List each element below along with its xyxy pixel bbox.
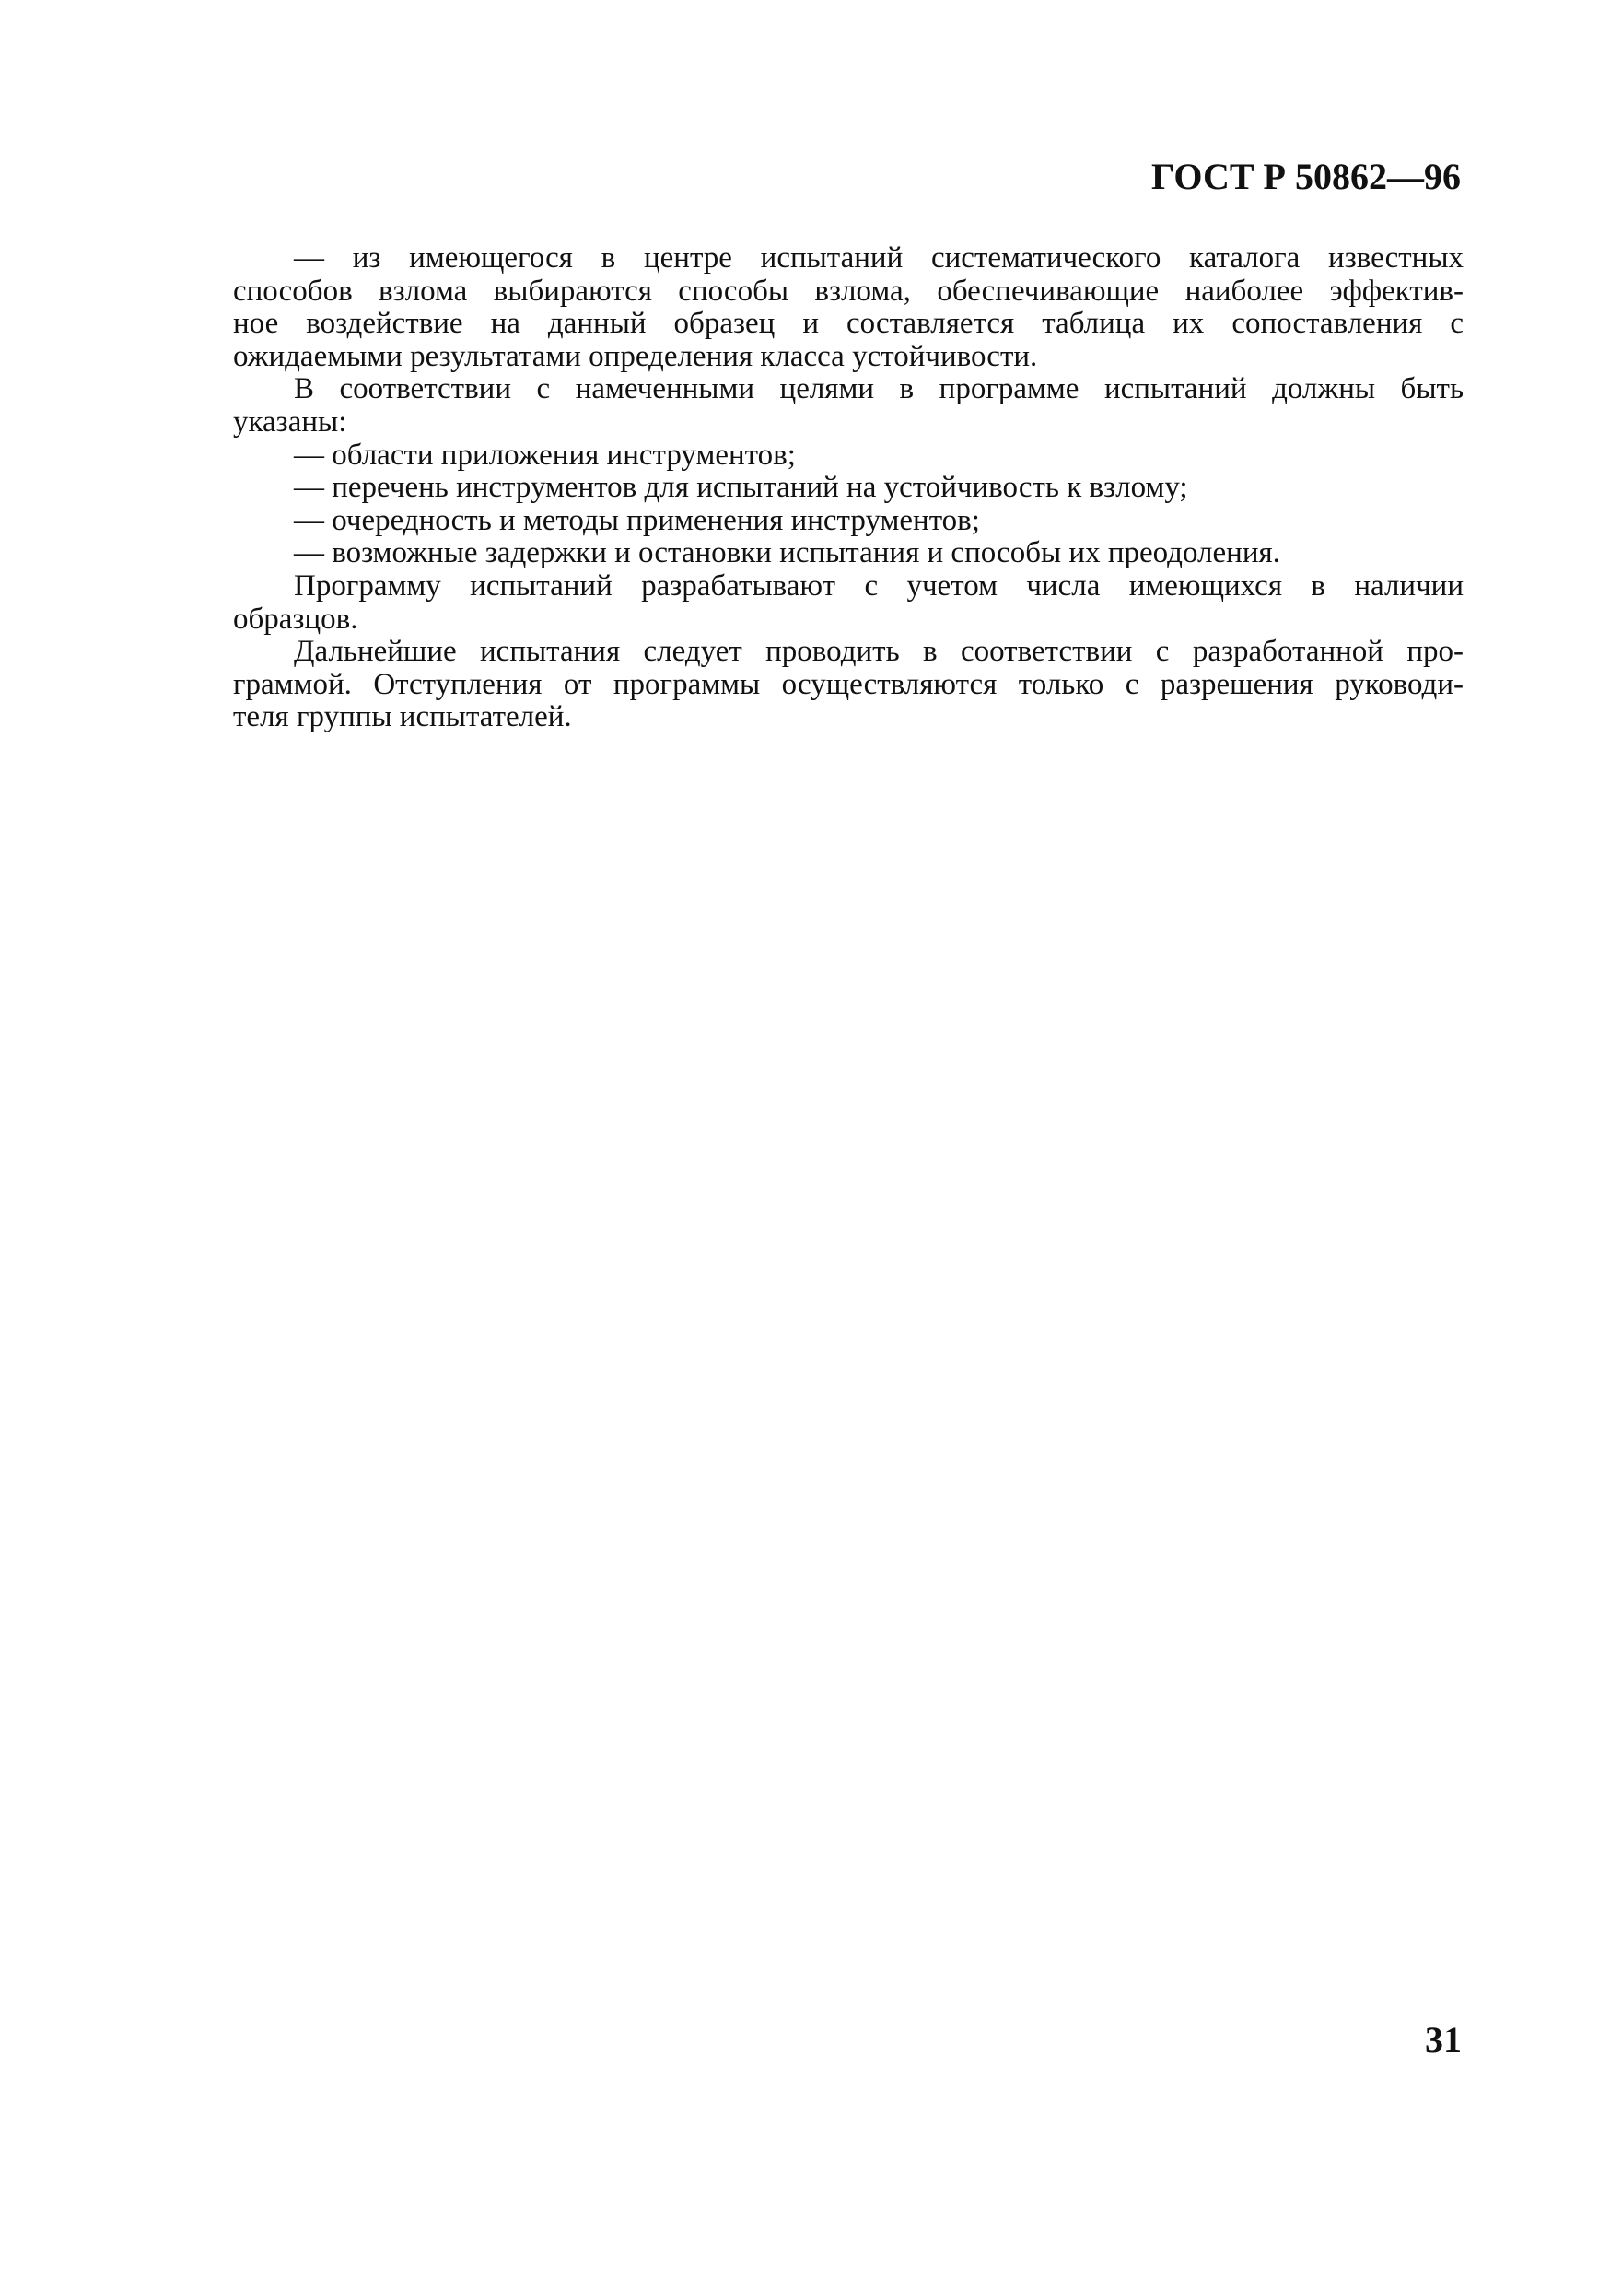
list-item [233, 505, 1464, 538]
text-line: — перечень инструментов для испытаний на устойчивость к взлому; [294, 471, 1188, 505]
paragraph [233, 373, 1464, 439]
text-line: теля группы испытателей. [233, 700, 572, 734]
text-line: ожидаемыми результатами определения класса устойчивости. [233, 339, 1038, 373]
list-item [233, 439, 1464, 473]
body-text [233, 242, 1464, 734]
text-line: В соответствии с намеченными целями в программе испытаний должны быть [294, 372, 1464, 406]
text-line: способов взлома выбираются способы взлома, обеспечивающие наиболее эффектив- [233, 274, 1464, 308]
text-line: указаны: [233, 404, 347, 439]
list-item [233, 537, 1464, 570]
text-line: Программу испытаний разрабатывают с учетом числа имеющихся в наличии [294, 568, 1464, 603]
document-header-code: ГОСТ Р 50862—96 [1150, 156, 1461, 197]
text-line: — области приложения инструментов; [294, 438, 796, 472]
paragraph [233, 242, 1464, 373]
text-line: образцов. [233, 602, 358, 636]
text-line: Дальнейшие испытания следует проводить в соответствии с разработанной про- [294, 635, 1464, 669]
paragraph [233, 636, 1464, 734]
page-number: 31 [1425, 2019, 1462, 2060]
text-line: ное воздействие на данный образец и составляется таблица их сопоставления с [233, 307, 1464, 341]
text-line: — возможные задержки и остановки испытания и способы их преодоления. [294, 536, 1280, 570]
text-line: граммой. Отступления от программы осуществляются только с разрешения руководи- [233, 667, 1464, 701]
list-item [233, 472, 1464, 505]
paragraph [233, 570, 1464, 636]
text-line: — очередность и методы применения инструментов; [294, 503, 980, 537]
text-line: — из имеющегося в центре испытаний систематического каталога известных [294, 241, 1464, 275]
